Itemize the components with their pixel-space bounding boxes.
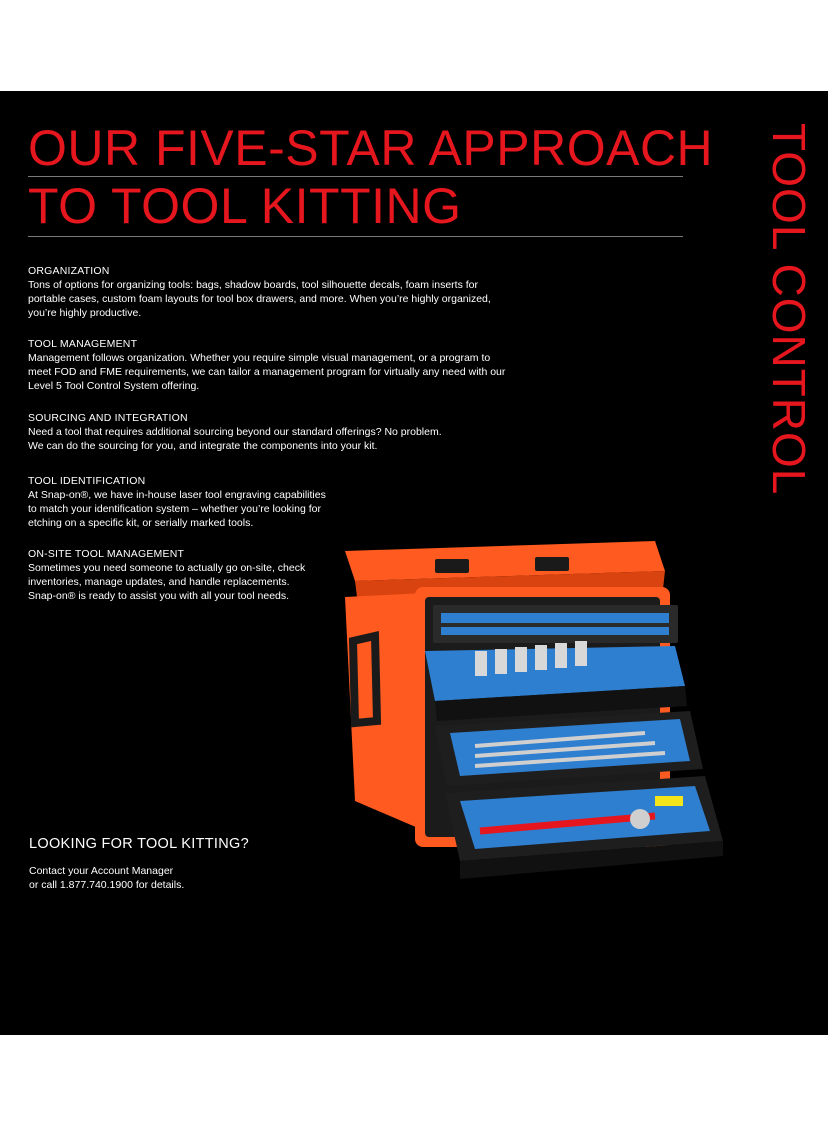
section-onsite-tool-management: [28, 547, 348, 603]
section-organization: [28, 264, 568, 320]
cta-line-1: Contact your Account Manager: [29, 865, 174, 877]
socket-tool: [575, 641, 587, 666]
socket-tool: [495, 649, 507, 674]
headline-divider-2: [28, 236, 683, 237]
section-line: Need a tool that requires additional sourcing beyond our standard offerings? No problem.: [28, 426, 442, 438]
drawer-1-foam: [441, 613, 669, 623]
headline-line-2: TO TOOL KITTING: [28, 178, 462, 234]
lid-latch-right: [535, 557, 569, 571]
socket-tool: [535, 645, 547, 670]
socket-tool: [555, 643, 567, 668]
section-line: Sometimes you need someone to actually go on-site, check: [28, 562, 306, 574]
cta-line-2: or call 1.877.740.1900 for details.: [29, 879, 185, 891]
section-title: ORGANIZATION: [28, 265, 110, 277]
headline-divider-1: [28, 176, 683, 177]
section-title: SOURCING AND INTEGRATION: [28, 412, 188, 424]
level-tool: [655, 796, 683, 806]
section-sourcing-integration: [28, 411, 568, 453]
socket-tool: [475, 651, 487, 676]
lid-latch-left: [435, 559, 469, 573]
section-line: etching on a specific kit, or serially marked tools.: [28, 517, 254, 529]
section-line: We can do the sourcing for you, and integrate the components into your kit.: [28, 440, 378, 452]
side-title-text: TOOL CONTROL: [763, 123, 815, 496]
section-line: to match your identification system – whether you’re looking for: [28, 503, 321, 515]
section-line: portable cases, custom foam layouts for tool box drawers, and more. When you’re highly organized,: [28, 293, 491, 305]
section-line: inventories, manage updates, and handle replacements.: [28, 576, 290, 588]
section-line: At Snap-on®, we have in-house laser tool engraving capabilities: [28, 489, 326, 501]
socket-tool: [515, 647, 527, 672]
tape-measure: [630, 809, 650, 829]
section-title: TOOL IDENTIFICATION: [28, 475, 146, 487]
section-line: Management follows organization. Whether you require simple visual management, or a program to: [28, 352, 491, 364]
section-tool-identification: [28, 474, 368, 530]
section-line: Snap-on® is ready to assist you with all your tool needs.: [28, 590, 290, 602]
section-title: ON-SITE TOOL MANAGEMENT: [28, 548, 185, 560]
cta-title: LOOKING FOR TOOL KITTING?: [29, 836, 249, 852]
section-line: Level 5 Tool Control System offering.: [28, 380, 200, 392]
drawer-1: [433, 605, 678, 643]
cta-contact: [29, 864, 184, 892]
section-line: you’re highly productive.: [28, 307, 142, 319]
section-line: Tons of options for organizing tools: bags, shadow boards, tool silhouette decals, foam inserts for: [28, 279, 479, 291]
section-tool-management: [28, 337, 568, 393]
section-line: meet FOD and FME requirements, we can tailor a management program for virtually any need with our: [28, 366, 506, 378]
tool-kit-case-illustration: [325, 501, 730, 881]
headline-line-1: OUR FIVE-STAR APPROACH: [28, 120, 714, 176]
section-title: TOOL MANAGEMENT: [28, 338, 138, 350]
drawer-1-foam-2: [441, 627, 669, 635]
side-title: [764, 123, 814, 543]
brochure-panel: [0, 91, 828, 1035]
headline: [28, 119, 713, 235]
